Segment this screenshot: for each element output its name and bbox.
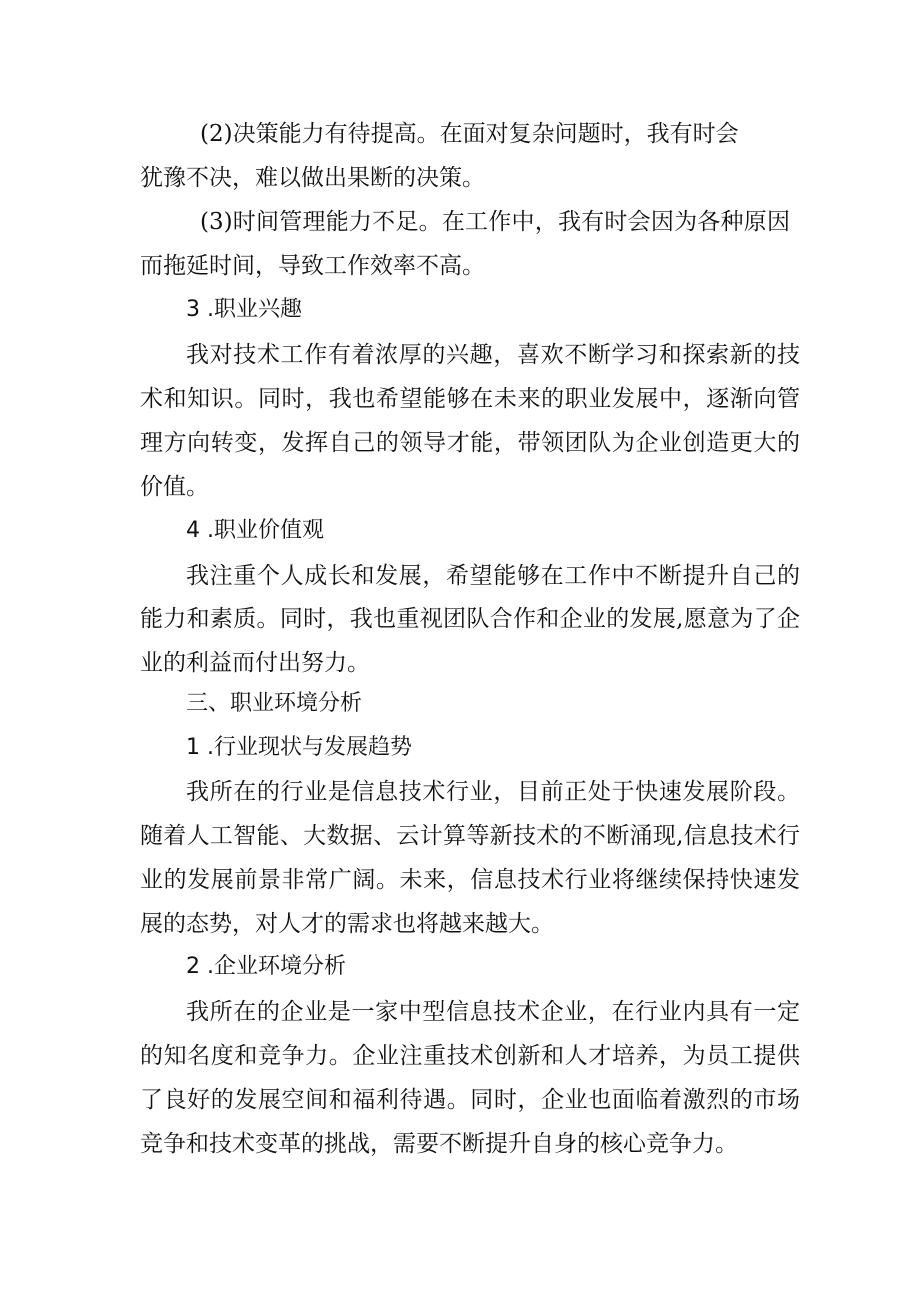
- paragraph-interest-line-2: 术和知识。同时，我也希望能够在未来的职业发展中，逐渐向管: [140, 386, 800, 412]
- paragraph-industry-line-1: 我所在的行业是信息技术行业，目前正处于快速发展阶段。: [186, 779, 800, 805]
- paragraph-enterprise-line-2: 的知名度和竞争力。企业注重技术创新和人才培养，为员工提供: [140, 1043, 800, 1069]
- heading-enterprise-environment: 2 .企业环境分析: [186, 954, 346, 979]
- paragraph-interest-line-4: 价值。: [140, 474, 209, 500]
- paragraph-weakness-3-line-1: (3)时间管理能力不足。在工作中，我有时会因为各种原因: [200, 209, 790, 235]
- paragraph-enterprise-line-1: 我所在的企业是一家中型信息技术企业，在行业内具有一定: [186, 999, 800, 1025]
- paragraph-industry-line-3: 业的发展前景非常广阔。未来，信息技术行业将继续保持快速发: [140, 867, 800, 893]
- heading-career-interest: 3 .职业兴趣: [186, 297, 302, 322]
- heading-industry-status: 1 .行业现状与发展趋势: [186, 735, 412, 760]
- paragraph-weakness-3-line-2: 而拖延时间，导致工作效率不高。: [140, 253, 485, 279]
- paragraph-interest-line-1: 我对技术工作有着浓厚的兴趣，喜欢不断学习和探索新的技: [186, 342, 800, 368]
- paragraph-interest-line-3: 理方向转变，发挥自己的领导才能，带领团队为企业创造更大的: [140, 430, 800, 456]
- heading-career-values: 4 .职业价值观: [186, 518, 324, 543]
- paragraph-enterprise-line-4: 竞争和技术变革的挑战，需要不断提升自身的核心竞争力。: [140, 1131, 738, 1157]
- paragraph-values-line-1: 我注重个人成长和发展，希望能够在工作中不断提升自己的: [186, 563, 800, 589]
- section-heading-career-environment: 三、职业环境分析: [186, 691, 363, 716]
- paragraph-enterprise-line-3: 了良好的发展空间和福利待遇。同时，企业也面临着激烈的市场: [140, 1087, 800, 1113]
- paragraph-weakness-2-line-1: (2)决策能力有待提高。在面对复杂问题时，我有时会: [200, 121, 739, 147]
- paragraph-weakness-2-line-2: 犹豫不决，难以做出果断的决策。: [140, 165, 485, 191]
- paragraph-values-line-2: 能力和素质。同时，我也重视团队合作和企业的发展,愿意为了企: [140, 606, 800, 632]
- paragraph-industry-line-2: 随着人工智能、大数据、云计算等新技术的不断涌现,信息技术行: [140, 823, 800, 849]
- paragraph-industry-line-4: 展的态势，对人才的需求也将越来越大。: [140, 911, 554, 937]
- paragraph-values-line-3: 业的利益而付出努力。: [140, 650, 370, 676]
